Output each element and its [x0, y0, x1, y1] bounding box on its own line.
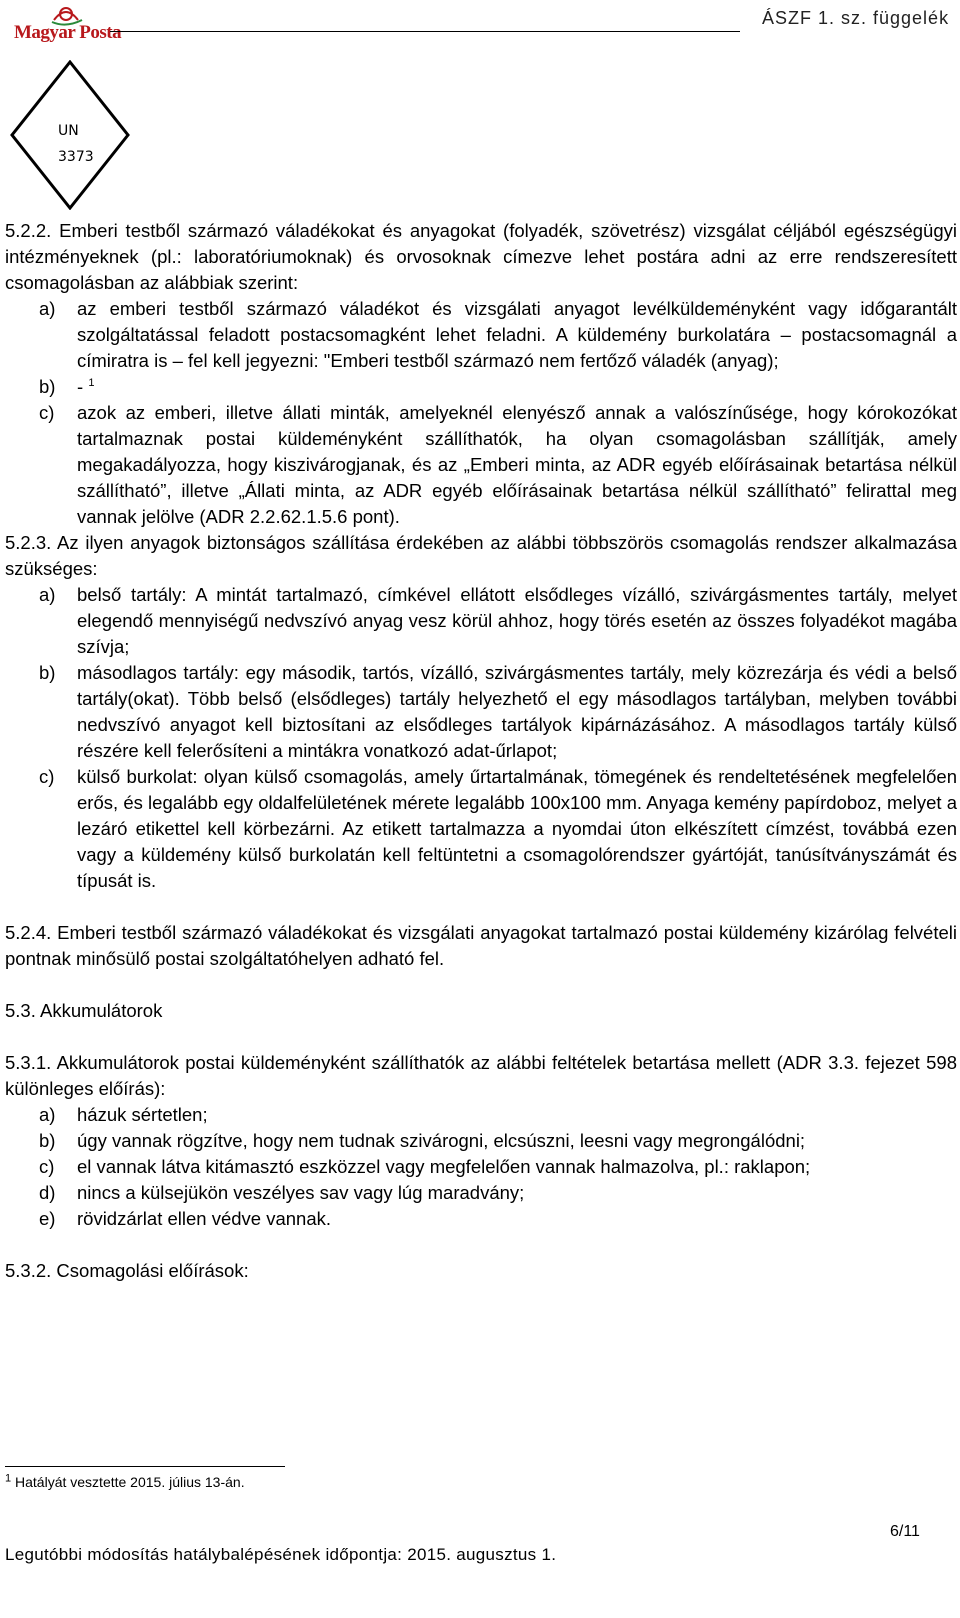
footnote-rule [5, 1466, 285, 1467]
heading-5-3: 5.3. Akkumulátorok [5, 1000, 163, 1021]
list-item [5, 1206, 957, 1232]
heading-5-3-2: 5.3.2. Csomagolási előírások: [5, 1260, 249, 1281]
list-item [5, 1102, 957, 1128]
list-item [5, 374, 957, 400]
list-text: belső tartály: A mintát tartalmazó, címkével ellátott elsődleges vízálló, szivárgásmentes tartály, melyet elegendő mennyiségű nedvszívó anyag vesz körül ahhoz, hogy törés esetén az összes folyadékot magába szívja; [77, 584, 957, 657]
list-item [5, 764, 957, 894]
list-item [5, 400, 957, 530]
list-marker: b) [39, 1130, 56, 1151]
document-body [5, 218, 957, 1284]
paragraph-5-3-1: 5.3.1. Akkumulátorok postai küldeményként szállíthatók az alábbi feltételek betartása mellett (ADR 3.3. fejezet 598 különleges előírás): [5, 1052, 957, 1099]
list-marker: d) [39, 1182, 56, 1203]
un-number [58, 118, 94, 170]
list-marker: b) [39, 376, 56, 397]
list-text: külső burkolat: olyan külső csomagolás, amely űrtartalmának, tömegének és rendeltetésének megfelelően erős, és legalább egy oldalfelületének mérete legalább 100x100 mm. Anyaga kemény papírdoboz, melyet a lezáró etikettel kell körbezárni. Az etikett tartalmazza a nyomdai úton elkészített címzést, továbbá ezen vagy a küldemény külső burkolatán kell feltüntetni a csomagolórendszer gyártóját, tanúsítványszámát és típusát is. [77, 766, 957, 891]
list-marker: c) [39, 766, 55, 787]
list-text: nincs a külsejükön veszélyes sav vagy lúg maradvány; [77, 1182, 525, 1203]
list-text-repealed: - $^1$ [77, 376, 95, 397]
list-item [5, 296, 957, 374]
footnote-ref[interactable]: 1 [88, 376, 95, 389]
footnote-text: Hatályát vesztette 2015. július 13-án. [15, 1474, 245, 1490]
list-text: házuk sértetlen; [77, 1104, 208, 1125]
paragraph-5-2-4: 5.2.4. Emberi testből származó váladékokat és vizsgálati anyagokat tartalmazó postai küldemény kizárólag felvételi pontnak minősülő postai szolgáltatóhelyen adható fel. [5, 922, 957, 969]
list-marker: b) [39, 662, 56, 683]
paragraph-5-2-2: 5.2.2. Emberi testből származó váladékokat és anyagokat (folyadék, szövetrész) vizsgálat céljából egészségügyi intézményeknek (pl.: laboratóriumoknak) és orvosoknak címezve lehet postára adni az erre rendszeresített csomagolásban az alábbiak szerint: [5, 220, 957, 293]
un-prefix: UN [58, 123, 79, 139]
list-item [5, 1180, 957, 1206]
list-marker: a) [39, 1104, 56, 1125]
paragraph-5-2-3: 5.2.3. Az ilyen anyagok biztonságos szállítása érdekében az alábbi többszörös csomagolás rendszer alkalmazása szükséges: [5, 532, 957, 579]
document-title: ÁSZF 1. sz. függelék [762, 8, 950, 28]
footnote [5, 1474, 245, 1490]
list-marker: a) [39, 584, 56, 605]
list-marker: a) [39, 298, 56, 319]
page-number: 6/11 [890, 1523, 920, 1540]
footnote-number: 1 [5, 1472, 12, 1485]
list-marker: c) [39, 1156, 55, 1177]
list-text: el vannak látva kitámasztó eszközzel vagy megfelelően vannak halmazolva, pl.: raklapon; [77, 1156, 811, 1177]
list-marker: e) [39, 1208, 56, 1229]
footer-text: Legutóbbi módosítás hatálybalépésének időpontja: 2015. augusztus 1. [5, 1545, 557, 1564]
logo-text: Magyar Posta [14, 22, 122, 43]
list-text: azok az emberi, illetve állati minták, amelyeknél elenyésző annak a valószínűsége, hogy kórokozókat tartalmaznak postai küldeményként szállíthatók, ha olyan csomagolásban szállítják, amely megakadályozza, hogy kiszivárogjanak, és az „Emberi minta, az ADR egyéb előírásainak betartása nélkül szállítható”, illetve „Állati minta, az ADR egyéb előírásainak betartása nélkül szállítható” felirattal meg vannak jelölve (ADR 2.2.62.1.5.6 pont). [77, 402, 957, 527]
list-text: másodlagos tartály: egy második, tartós, vízálló, szivárgásmentes tartály, mely közrezárja és védi a belső tartály(okat). Több belső (elsődleges) tartály helyezhető el egy másodlagos tartályban, melyben további nedvszívó anyagot kell biztosítani az elsődleges tartályok kipárnázásához. A másodlagos tartály külső részére kell felerősíteni a mintákra vonatkozó adat-űrlapot; [77, 662, 957, 761]
list-text: rövidzárlat ellen védve vannak. [77, 1208, 332, 1229]
un-code: 3373 [58, 149, 94, 165]
list-text: az emberi testből származó váladékot és vizsgálati anyagot levélküldeményként vagy időgarantált szolgáltatással feladott postacsomagként lehet feladni. A küldemény burkolatára – postacsomagnál a címiratra is – fel kell jegyezni: "Emberi testből származó nem fertőző váladék (anyag); [77, 298, 957, 371]
list-item [5, 1154, 957, 1180]
magyar-posta-logo [10, 2, 122, 60]
list-item [5, 1128, 957, 1154]
list-item [5, 660, 957, 764]
list-marker: c) [39, 402, 55, 423]
header-rule [110, 31, 740, 32]
list-item [5, 582, 957, 660]
list-text: úgy vannak rögzítve, hogy nem tudnak szivárogni, elcsúszni, leesni vagy megrongálódni; [77, 1130, 806, 1151]
